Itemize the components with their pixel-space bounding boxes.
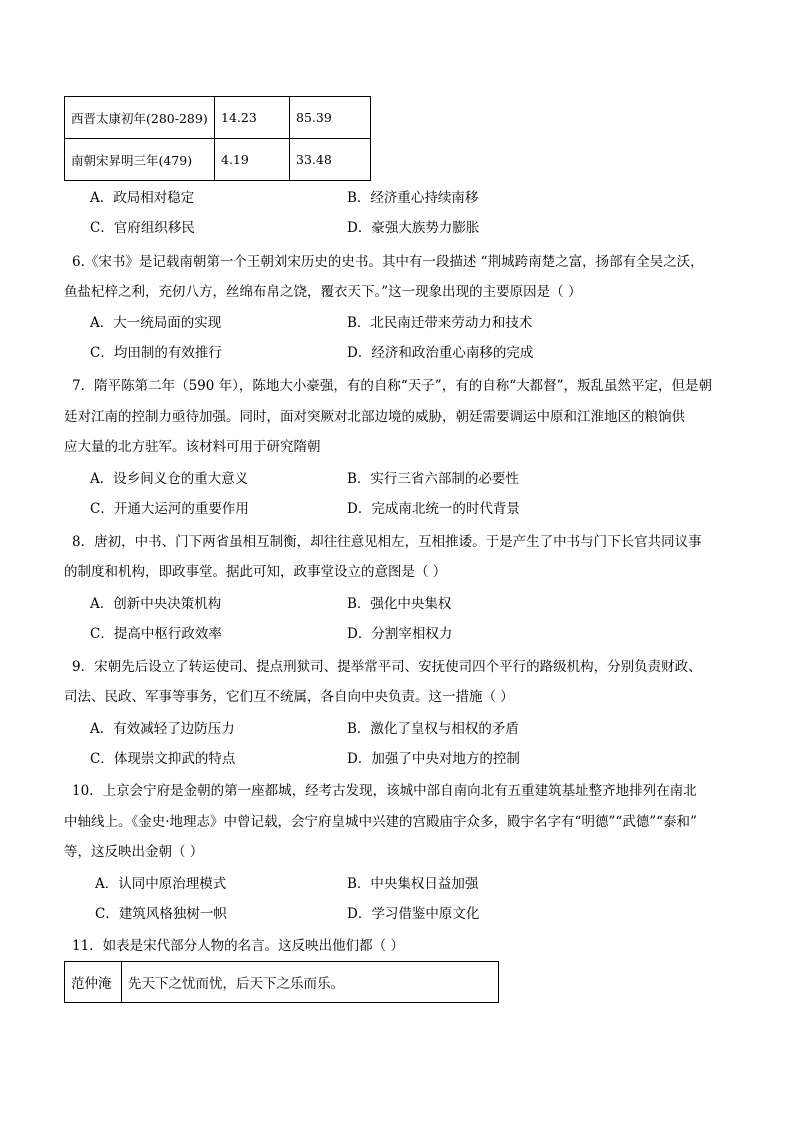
question-7-line-3: 应大量的北方驻军。该材料可用于研究隋朝 xyxy=(64,439,321,455)
table-cell: 范仲淹 xyxy=(65,962,122,1003)
option-c[interactable]: C．官府组织移民 xyxy=(90,220,195,236)
table-row xyxy=(65,962,499,1003)
option-d[interactable]: D．完成南北统一的时代背景 xyxy=(347,501,520,517)
question-11-stem: 11．如表是宋代部分人物的名言。这反映出他们都（ ） xyxy=(72,938,404,954)
question-9-line-1: 9．宋朝先后设立了转运使司、提点刑狱司、提举常平司、安抚使司四个平行的路级机构，分别负责财政、 xyxy=(72,659,702,675)
option-d[interactable]: D．分割宰相权力 xyxy=(347,626,453,642)
option-c[interactable]: C．体现崇文抑武的特点 xyxy=(90,751,236,767)
option-a[interactable]: A．设乡间义仓的重大意义 xyxy=(90,471,249,487)
table-cell: 85.39 xyxy=(290,97,371,139)
table-cell: 14.23 xyxy=(215,97,290,139)
option-a[interactable]: A．政局相对稳定 xyxy=(90,190,195,206)
option-d[interactable]: D．加强了中央对地方的控制 xyxy=(347,751,520,767)
option-a[interactable]: A．认同中原治理模式 xyxy=(95,876,227,892)
quotes-table xyxy=(64,961,499,1003)
option-b[interactable]: B．北民南迁带来劳动力和技术 xyxy=(347,315,533,331)
question-10-line-2: 中轴线上。《金史·地理志》中曾记载，会宁府皇城中兴建的宫殿庙宇众多，殿宇名字有“明德”“武德”“泰和” xyxy=(64,814,697,830)
question-8-line-2: 的制度和机构，即政事堂。据此可知，政事堂设立的意图是（ ） xyxy=(64,564,447,580)
option-b[interactable]: B．中央集权日益加强 xyxy=(347,876,479,892)
option-c[interactable]: C．建筑风格独树一帜 xyxy=(95,906,227,922)
question-8-line-1: 8．唐初，中书、门下两省虽相互制衡，却往往意见相左，互相推诿。于是产生了中书与门下长官共同议事 xyxy=(72,534,702,550)
option-d[interactable]: D．学习借鉴中原文化 xyxy=(347,906,480,922)
table-cell: 南朝宋昇明三年(479) xyxy=(65,139,215,181)
table-row xyxy=(65,139,371,181)
question-9-line-2: 司法、民政、军事等事务，它们互不统属，各自向中央负责。这一措施（ ） xyxy=(64,689,514,705)
option-a[interactable]: A．创新中央决策机构 xyxy=(90,596,222,612)
option-b[interactable]: B．激化了皇权与相权的矛盾 xyxy=(347,721,519,737)
option-c[interactable]: C．均田制的有效推行 xyxy=(90,345,222,361)
table-cell: 西晋太康初年(280-289) xyxy=(65,97,215,139)
table-cell: 33.48 xyxy=(290,139,371,181)
option-b[interactable]: B．实行三省六部制的必要性 xyxy=(347,471,519,487)
population-table xyxy=(64,96,371,181)
option-d[interactable]: D．豪强大族势力膨胀 xyxy=(347,220,480,236)
option-c[interactable]: C．提高中枢行政效率 xyxy=(90,626,222,642)
option-a[interactable]: A．大一统局面的实现 xyxy=(90,315,222,331)
table-cell: 4.19 xyxy=(215,139,290,181)
question-10-line-3: 等，这反映出金朝（ ） xyxy=(64,844,204,860)
question-7-line-2: 廷对江南的控制力亟待加强。同时，面对突厥对北部边境的威胁，朝廷需要调运中原和江淮地区的粮饷供 xyxy=(64,409,685,425)
question-7-line-1: 7．隋平陈第二年（590 年），陈地大小豪强，有的自称“天子”，有的自称“大都督”，叛乱虽然平定，但是朝 xyxy=(72,378,713,394)
question-10-line-1: 10．上京会宁府是金朝的第一座都城，经考古发现，该城中部自南向北有五重建筑基址整齐地排列在南北 xyxy=(72,783,697,799)
option-c[interactable]: C．开通大运河的重要作用 xyxy=(90,501,249,517)
table-row xyxy=(65,97,371,139)
table-cell: 先天下之忧而忧，后天下之乐而乐。 xyxy=(122,962,499,1003)
question-6-line-1: 6.《宋书》是记载南朝第一个王朝刘宋历史的史书。其中有一段描述 “荆城跨南楚之富，扬部有全吴之沃， xyxy=(72,254,704,270)
option-b[interactable]: B．经济重心持续南移 xyxy=(347,190,479,206)
option-a[interactable]: A．有效减轻了边防压力 xyxy=(90,721,235,737)
option-b[interactable]: B．强化中央集权 xyxy=(347,596,452,612)
option-d[interactable]: D．经济和政治重心南移的完成 xyxy=(347,345,534,361)
question-6-line-2: 鱼盐杞梓之利，充仞八方，丝绵布帛之饶，覆衣天下。”这一现象出现的主要原因是（ ） xyxy=(64,284,582,300)
